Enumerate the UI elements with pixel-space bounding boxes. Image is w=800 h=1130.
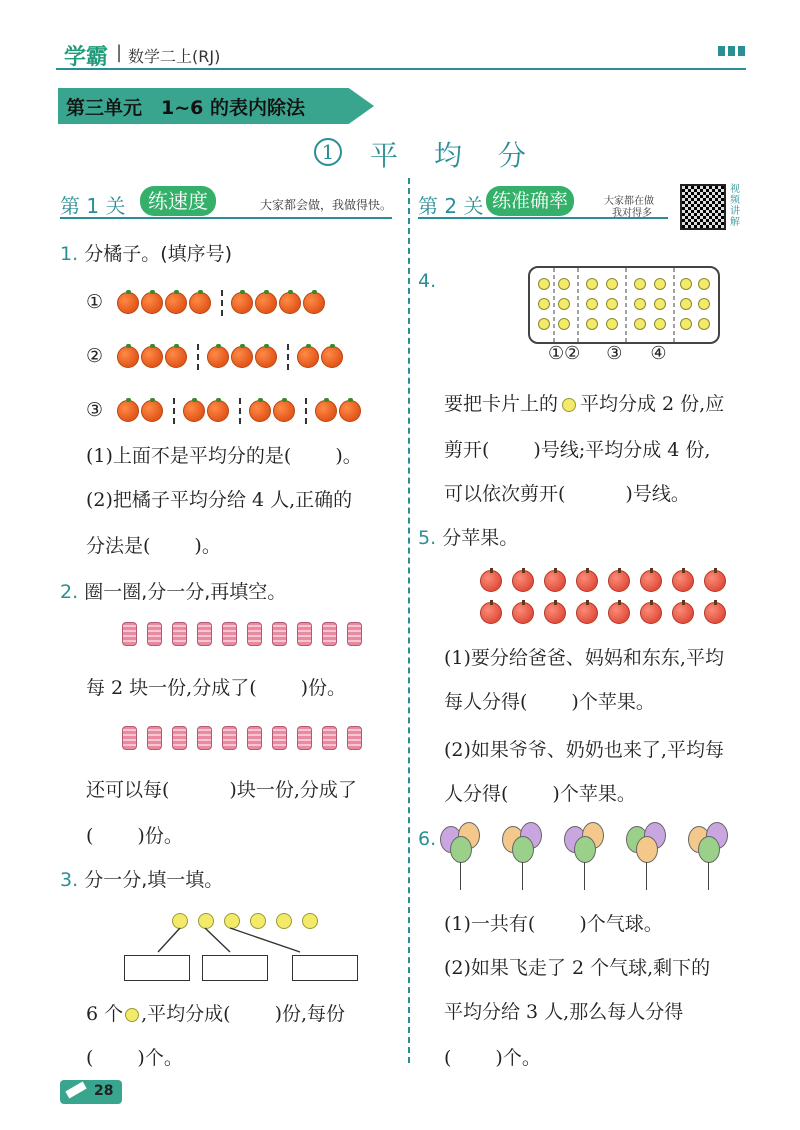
balloon-icon xyxy=(698,836,720,863)
apple-icon xyxy=(576,602,598,624)
q5-sub2-b xyxy=(444,780,636,809)
q6-sub2 xyxy=(444,954,744,983)
q3-line2-open: ( xyxy=(86,1047,94,1069)
q4-line2-end: )号线;平均分成 4 份, xyxy=(533,439,711,461)
q5-sub1-text: (1)要分给爸爸、妈妈和东东,平均 xyxy=(444,647,724,669)
apple-row-1 xyxy=(480,570,736,596)
dot-icon xyxy=(539,279,550,290)
q4-line1-end: 平均分成 2 份,应 xyxy=(580,393,725,415)
dot-icon xyxy=(655,299,666,310)
cut-line-labels xyxy=(548,340,667,367)
question-6-number: 6. xyxy=(418,828,437,850)
balloon-string xyxy=(708,862,709,890)
dot-icon xyxy=(681,299,692,310)
q6-sub1 xyxy=(444,910,663,939)
answer-box[interactable] xyxy=(124,955,190,981)
dot-icon xyxy=(635,299,646,310)
dot-icon xyxy=(699,319,710,330)
dot-icon xyxy=(125,1008,139,1022)
dot-icon xyxy=(607,299,618,310)
q1-sub2b-text: 分法是( xyxy=(86,535,151,557)
apple-icon xyxy=(512,602,534,624)
question-text: 圈一圈,分一分,再填空。 xyxy=(84,581,287,603)
q6-sub2b-text: 平均分给 3 人,那么每人分得 xyxy=(444,1001,684,1023)
q6-sub2c-end: )个。 xyxy=(495,1047,541,1069)
row-label: ② xyxy=(86,345,104,367)
question-5 xyxy=(418,524,518,553)
balloon-icon xyxy=(636,836,658,863)
dot-card-grid xyxy=(528,266,720,344)
apple-icon xyxy=(544,602,566,624)
balloon-groups xyxy=(440,822,750,892)
q5-sub2-text: (2)如果爷爷、奶奶也来了,平均每 xyxy=(444,739,724,761)
dot-icon xyxy=(607,279,618,290)
apple-icon xyxy=(672,602,694,624)
q5-sub1 xyxy=(444,644,744,673)
q3-line1 xyxy=(86,1000,345,1029)
apple-icon xyxy=(544,570,566,592)
balloon-icon xyxy=(450,836,472,863)
question-4-number: 4. xyxy=(418,270,437,292)
q6-sub1-end: )个气球。 xyxy=(579,913,663,935)
dot-icon xyxy=(681,319,692,330)
q3-line1-end: )份,每份 xyxy=(274,1003,346,1025)
lesson-number-icon: 1 xyxy=(314,138,342,166)
apple-icon xyxy=(704,570,726,592)
balloon-icon xyxy=(512,836,534,863)
cut-mark-4: ④ xyxy=(650,343,667,364)
apple-icon xyxy=(672,570,694,592)
q3-line1-text: 6 个 xyxy=(86,1003,124,1025)
level-2-slogan-1: 大家都在做 xyxy=(604,196,654,207)
q6-sub2-c xyxy=(444,1044,541,1073)
q2-line2-text: 还可以每( xyxy=(86,779,170,801)
brand-logo: 学霸 xyxy=(64,45,109,70)
qr-code-icon[interactable] xyxy=(680,184,726,230)
dot-icon xyxy=(587,299,598,310)
question-text: 分苹果。 xyxy=(442,527,519,549)
q4-line3-text: 可以依次剪开( xyxy=(444,483,566,505)
dot-icon xyxy=(587,279,598,290)
level-1-slogan: 大家都会做，我做得快。 xyxy=(260,198,393,212)
answer-box[interactable] xyxy=(202,955,268,981)
apple-icon xyxy=(704,602,726,624)
apple-icon xyxy=(608,602,630,624)
cut-mark-3: ③ xyxy=(606,343,623,364)
question-text: 分橘子。(填序号) xyxy=(84,243,233,265)
page-number: 28 xyxy=(94,1083,114,1099)
q4-line2-text: 剪开( xyxy=(444,439,490,461)
lesson-title: 平 均 分 xyxy=(370,139,531,172)
unit-title: 第三单元 1~6 的表内除法 xyxy=(66,97,305,119)
apple-icon xyxy=(512,570,534,592)
q1-sub1-end: )。 xyxy=(335,445,362,467)
level-2-tag: 练准确率 xyxy=(486,186,574,216)
q4-line2 xyxy=(444,436,710,465)
apple-icon xyxy=(576,570,598,592)
cut-mark-1: ① xyxy=(548,343,565,364)
apple-icon xyxy=(480,570,502,592)
pencil-icon xyxy=(65,1082,86,1099)
dot-icon xyxy=(699,279,710,290)
q3-line2-end: )个。 xyxy=(137,1047,183,1069)
apple-icon xyxy=(608,570,630,592)
question-number: 3. xyxy=(60,869,79,891)
q2-line1-end: )份。 xyxy=(300,677,347,699)
q4-line1 xyxy=(444,390,724,419)
answer-box[interactable] xyxy=(292,955,358,981)
dot-icon xyxy=(681,279,692,290)
q2-line3-open: ( xyxy=(86,825,94,847)
apple-icon xyxy=(640,602,662,624)
question-number: 2. xyxy=(60,581,79,603)
dot-icon xyxy=(635,279,646,290)
q4-line1-text: 要把卡片上的 xyxy=(444,393,559,415)
row-label: ③ xyxy=(86,399,104,421)
q2-line2-end: )块一份,分成了 xyxy=(229,779,357,801)
balloon-string xyxy=(522,862,523,890)
q6-sub2-text: (2)如果飞走了 2 个气球,剩下的 xyxy=(444,957,711,979)
level-2-slogan-2: 我对得多 xyxy=(612,208,652,219)
dot-icon xyxy=(655,319,666,330)
level-1-tag: 练速度 xyxy=(140,186,216,216)
dot-icon xyxy=(635,319,646,330)
dot-icon xyxy=(699,299,710,310)
balloon-string xyxy=(460,862,461,890)
question-text: 分一分,填一填。 xyxy=(84,869,224,891)
q5-sub2 xyxy=(444,736,744,765)
dot-icon xyxy=(559,279,570,290)
dot-icon xyxy=(587,319,598,330)
q5-sub2b-text: 人分得( xyxy=(444,783,509,805)
level-1-label: 第 1 关 xyxy=(60,194,126,218)
dot-icon xyxy=(655,279,666,290)
cut-mark-2: ② xyxy=(564,343,581,364)
q6-sub2-b xyxy=(444,998,744,1027)
apple-icon xyxy=(480,602,502,624)
dot-icon xyxy=(539,319,550,330)
dot-icon xyxy=(562,398,576,412)
q6-sub1-text: (1)一共有( xyxy=(444,913,536,935)
q1-sub1-text: (1)上面不是平均分的是( xyxy=(86,445,292,467)
q2-line1-text: 每 2 块一份,分成了( xyxy=(86,677,257,699)
level-2-label: 第 2 关 xyxy=(418,194,484,218)
balloon-string xyxy=(646,862,647,890)
balloon-icon xyxy=(574,836,596,863)
page-number-badge xyxy=(60,1080,122,1104)
question-number: 5. xyxy=(418,527,437,549)
q3-line2 xyxy=(86,1044,183,1073)
q1-sub2b-end: )。 xyxy=(194,535,221,557)
dot-icon xyxy=(607,319,618,330)
q2-line3-end: )份。 xyxy=(137,825,183,847)
balloon-string xyxy=(584,862,585,890)
header-separator: | xyxy=(116,42,123,63)
row-label: ① xyxy=(86,291,104,313)
q5-sub1b-text: 每人分得( xyxy=(444,691,528,713)
q5-sub1b-end: )个苹果。 xyxy=(571,691,655,713)
q1-sub2-text: (2)把橘子平均分给 4 人,正确的 xyxy=(86,489,353,511)
q3-line1-mid: ,平均分成( xyxy=(141,1003,231,1025)
book-title: 数学二上(RJ) xyxy=(128,47,221,66)
dot-icon xyxy=(539,299,550,310)
dot-icon xyxy=(559,299,570,310)
level-2-underline xyxy=(418,217,668,219)
q6-sub2c-open: ( xyxy=(444,1047,452,1069)
apple-icon xyxy=(640,570,662,592)
q4-line3 xyxy=(444,480,690,509)
q4-line3-end: )号线。 xyxy=(625,483,690,505)
dot-icon xyxy=(559,319,570,330)
q5-sub2b-end: )个苹果。 xyxy=(552,783,636,805)
apple-row-2 xyxy=(480,602,736,628)
qr-label: 视频讲解 xyxy=(730,184,740,228)
question-number: 1. xyxy=(60,243,79,265)
q5-sub1-b xyxy=(444,688,655,717)
